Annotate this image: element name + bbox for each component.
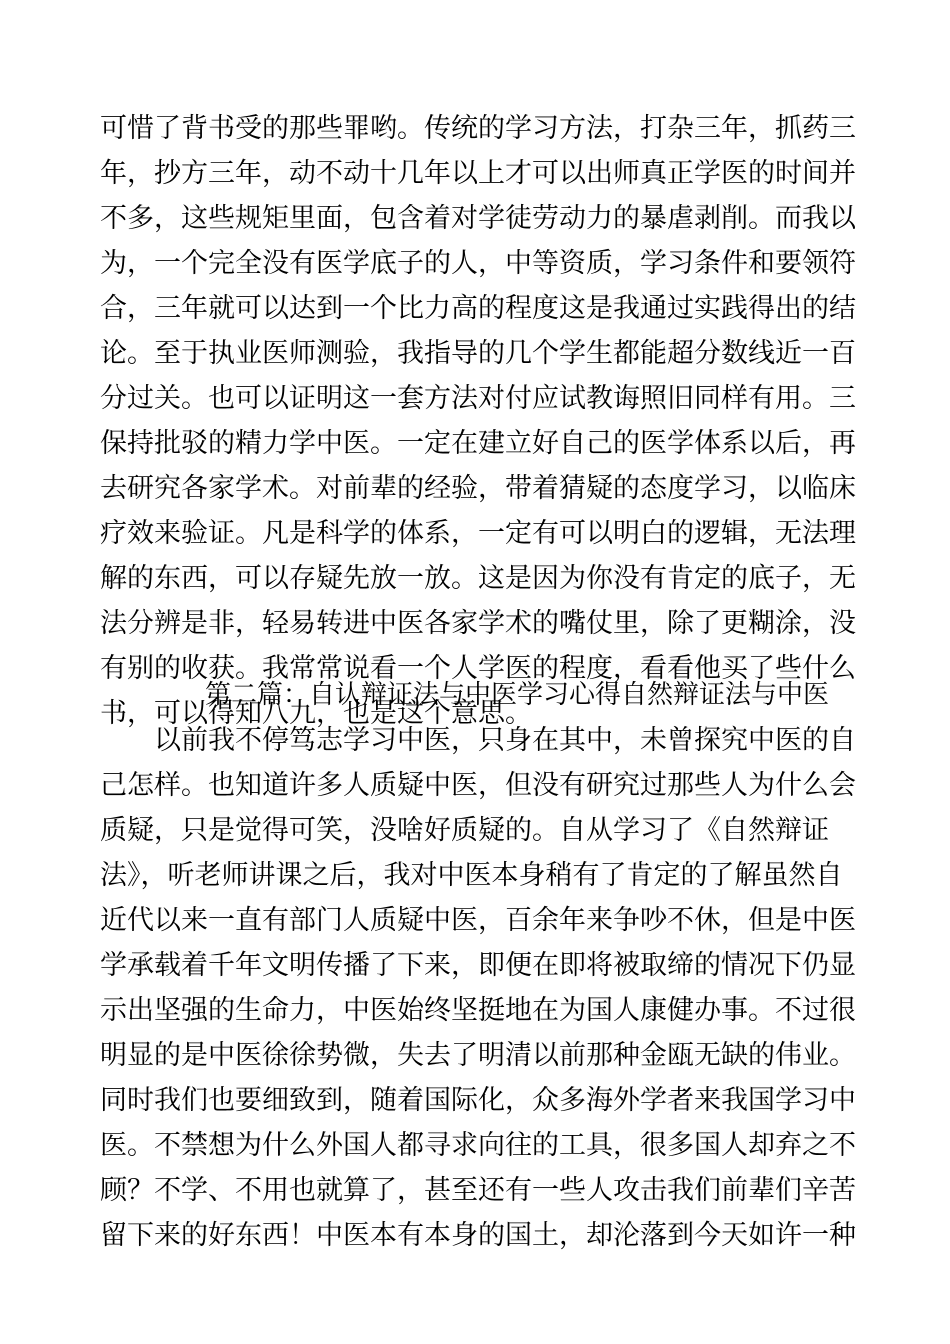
text-line: 为，一个完全没有医学底子的人，中等资质，学习条件和要领符 bbox=[100, 248, 856, 279]
text-line: 法》，听老师讲课之后，我对中医本身稍有了肯定的了解虽然自 bbox=[100, 860, 843, 891]
text-line: 有别的收获。我常常说看一个人学医的程度，看看他买了些什么 bbox=[100, 653, 856, 684]
text-line: 可惜了背书受的那些罪哟。传统的学习方法，打杂三年，抓药三 bbox=[100, 113, 856, 144]
text-line: 顾？不学、不用也就算了，甚至还有一些人攻击我们前辈们辛苦 bbox=[100, 1175, 856, 1206]
text-line: 书，可以得知八九，也是这个意思。 bbox=[100, 698, 532, 729]
text-line: 法分辨是非，轻易转进中医各家学术的嘴仗里，除了更糊涂，没 bbox=[100, 608, 856, 639]
section-heading: 第二篇：自认辩证法与中医学习心得自然辩证法与中医 bbox=[205, 680, 830, 710]
text-line: 己怎样。也知道许多人质疑中医，但没有研究过那些人为什么会 bbox=[100, 770, 856, 801]
text-line: 同时我们也要细致到，随着国际化，众多海外学者来我国学习中 bbox=[100, 1085, 856, 1116]
text-line: 医。不禁想为什么外国人都寻求向往的工具，很多国人却弃之不 bbox=[100, 1130, 856, 1161]
text-line: 合，三年就可以达到一个比力高的程度这是我通过实践得出的结 bbox=[100, 293, 856, 324]
text-line: 解的东西，可以存疑先放一放。这是因为你没有肯定的底子，无 bbox=[100, 563, 856, 594]
text-line: 论。至于执业医师测验，我指导的几个学生都能超分数线近一百 bbox=[100, 338, 856, 369]
text-line: 近代以来一直有部门人质疑中医，百余年来争吵不休，但是中医 bbox=[100, 905, 856, 936]
text-line: 以前我不停笃志学习中医，只身在其中，未曾探究中医的自 bbox=[100, 725, 856, 756]
section-one-text bbox=[100, 106, 860, 736]
text-line: 年，抄方三年，动不动十几年以上才可以出师真正学医的时间并 bbox=[100, 158, 856, 189]
text-line: 质疑，只是觉得可笑，没啥好质疑的。自从学习了《自然辩证 bbox=[100, 815, 829, 846]
text-line: 示出坚强的生命力，中医始终坚挺地在为国人康健办事。不过很 bbox=[100, 995, 856, 1026]
text-line: 去研究各家学术。对前辈的经验，带着猜疑的态度学习，以临床 bbox=[100, 473, 856, 504]
text-line: 分过关。也可以证明这一套方法对付应试教诲照旧同样有用。三 bbox=[100, 383, 856, 414]
text-line: 留下来的好东西！中医本有本身的国土，却沦落到今天如许一种 bbox=[100, 1220, 856, 1251]
text-line: 不多，这些规矩里面，包含着对学徒劳动力的暴虐剥削。而我以 bbox=[100, 203, 856, 234]
section-two-text bbox=[100, 718, 860, 1258]
text-line: 学承载着千年文明传播了下来，即便在即将被取缔的情况下仍显 bbox=[100, 950, 856, 981]
text-line: 保持批驳的精力学中医。一定在建立好自己的医学体系以后，再 bbox=[100, 428, 856, 459]
text-line: 明显的是中医徐徐势微，失去了明清以前那种金瓯无缺的伟业。 bbox=[100, 1040, 856, 1071]
text-line: 疗效来验证。凡是科学的体系，一定有可以明白的逻辑，无法理 bbox=[100, 518, 856, 549]
